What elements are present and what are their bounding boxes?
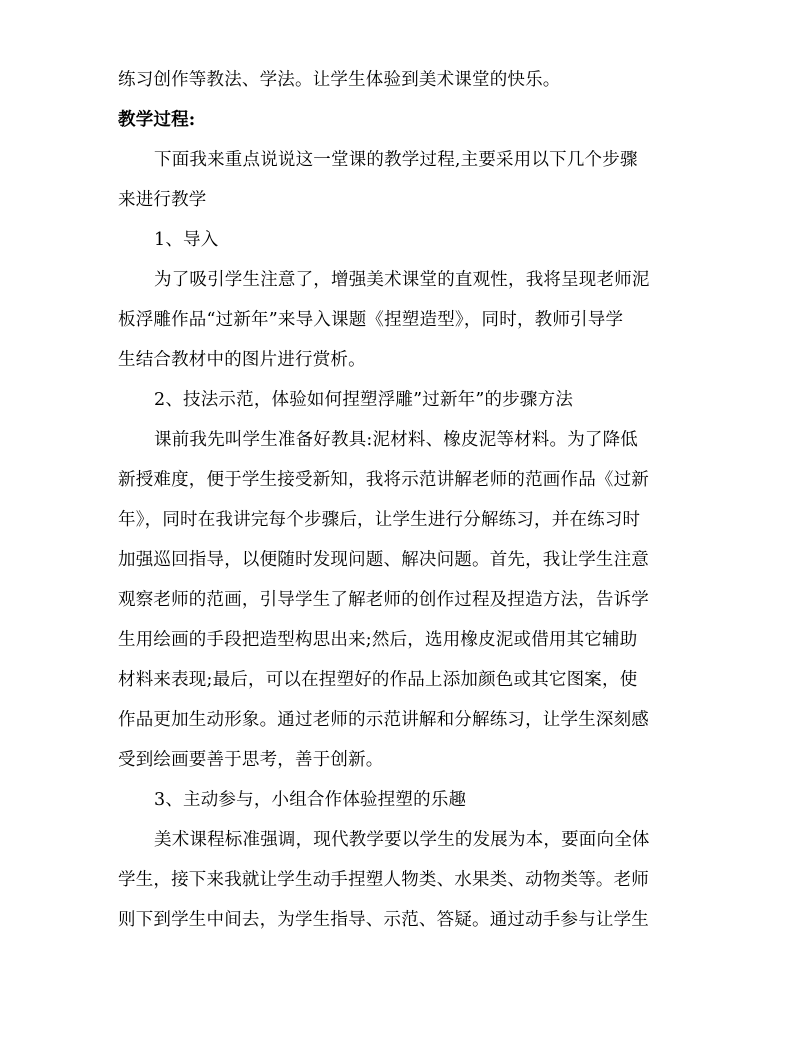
text-line: 年》，同时在我讲完每个步骤后，让学生进行分解练习，并在练习时 (118, 510, 641, 530)
step-heading: 3、主动参与，小组合作体验捏塑的乐趣 (154, 790, 467, 810)
step-heading: 2、技法示范，体验如何捏塑浮雕”过新年”的步骤方法 (154, 390, 574, 410)
text-line: 受到绘画要善于思考，善于创新。 (118, 750, 384, 770)
text-line: 板浮雕作品“过新年”来导入课题《捏塑造型》，同时，教师引导学 (118, 310, 624, 330)
text-line: 加强巡回指导，以便随时发现问题、解决问题。首先，我让学生注意 (118, 550, 649, 570)
text-line: 新授难度，便于学生接受新知，我将示范讲解老师的范画作品《过新 (118, 470, 649, 490)
text-line: 生用绘画的手段把造型构思出来;然后，选用橡皮泥或借用其它辅助 (118, 630, 638, 650)
text-line: 为了吸引学生注意了，增强美术课堂的直观性，我将呈现老师泥 (154, 270, 650, 290)
text-line: 美术课程标准强调，现代教学要以学生的发展为本，要面向全体 (154, 830, 650, 850)
text-line: 生结合教材中的图片进行赏析。 (118, 350, 366, 370)
document-body (118, 60, 678, 940)
text-line: 观察老师的范画，引导学生了解老师的创作过程及捏造方法，告诉学 (118, 590, 649, 610)
text-line: 练习创作等教法、学法。让学生体验到美术课堂的快乐。 (118, 70, 561, 90)
section-heading: 教学过程: (118, 110, 196, 130)
text-line: 则下到学生中间去，为学生指导、示范、答疑。通过动手参与让学生 (118, 910, 649, 930)
step-heading: 1、导入 (154, 230, 219, 250)
text-line: 作品更加生动形象。通过老师的示范讲解和分解练习，让学生深刻感 (118, 710, 649, 730)
text-line: 学生，接下来我就让学生动手捏塑人物类、水果类、动物类等。老师 (118, 870, 649, 890)
text-line: 材料来表现;最后，可以在捏塑好的作品上添加颜色或其它图案，使 (118, 670, 638, 690)
text-line: 下面我来重点说说这一堂课的教学过程,主要采用以下几个步骤 (154, 150, 638, 170)
text-line: 来进行教学 (118, 190, 207, 210)
text-line: 课前我先叫学生准备好教具:泥材料、橡皮泥等材料。为了降低 (154, 430, 638, 450)
